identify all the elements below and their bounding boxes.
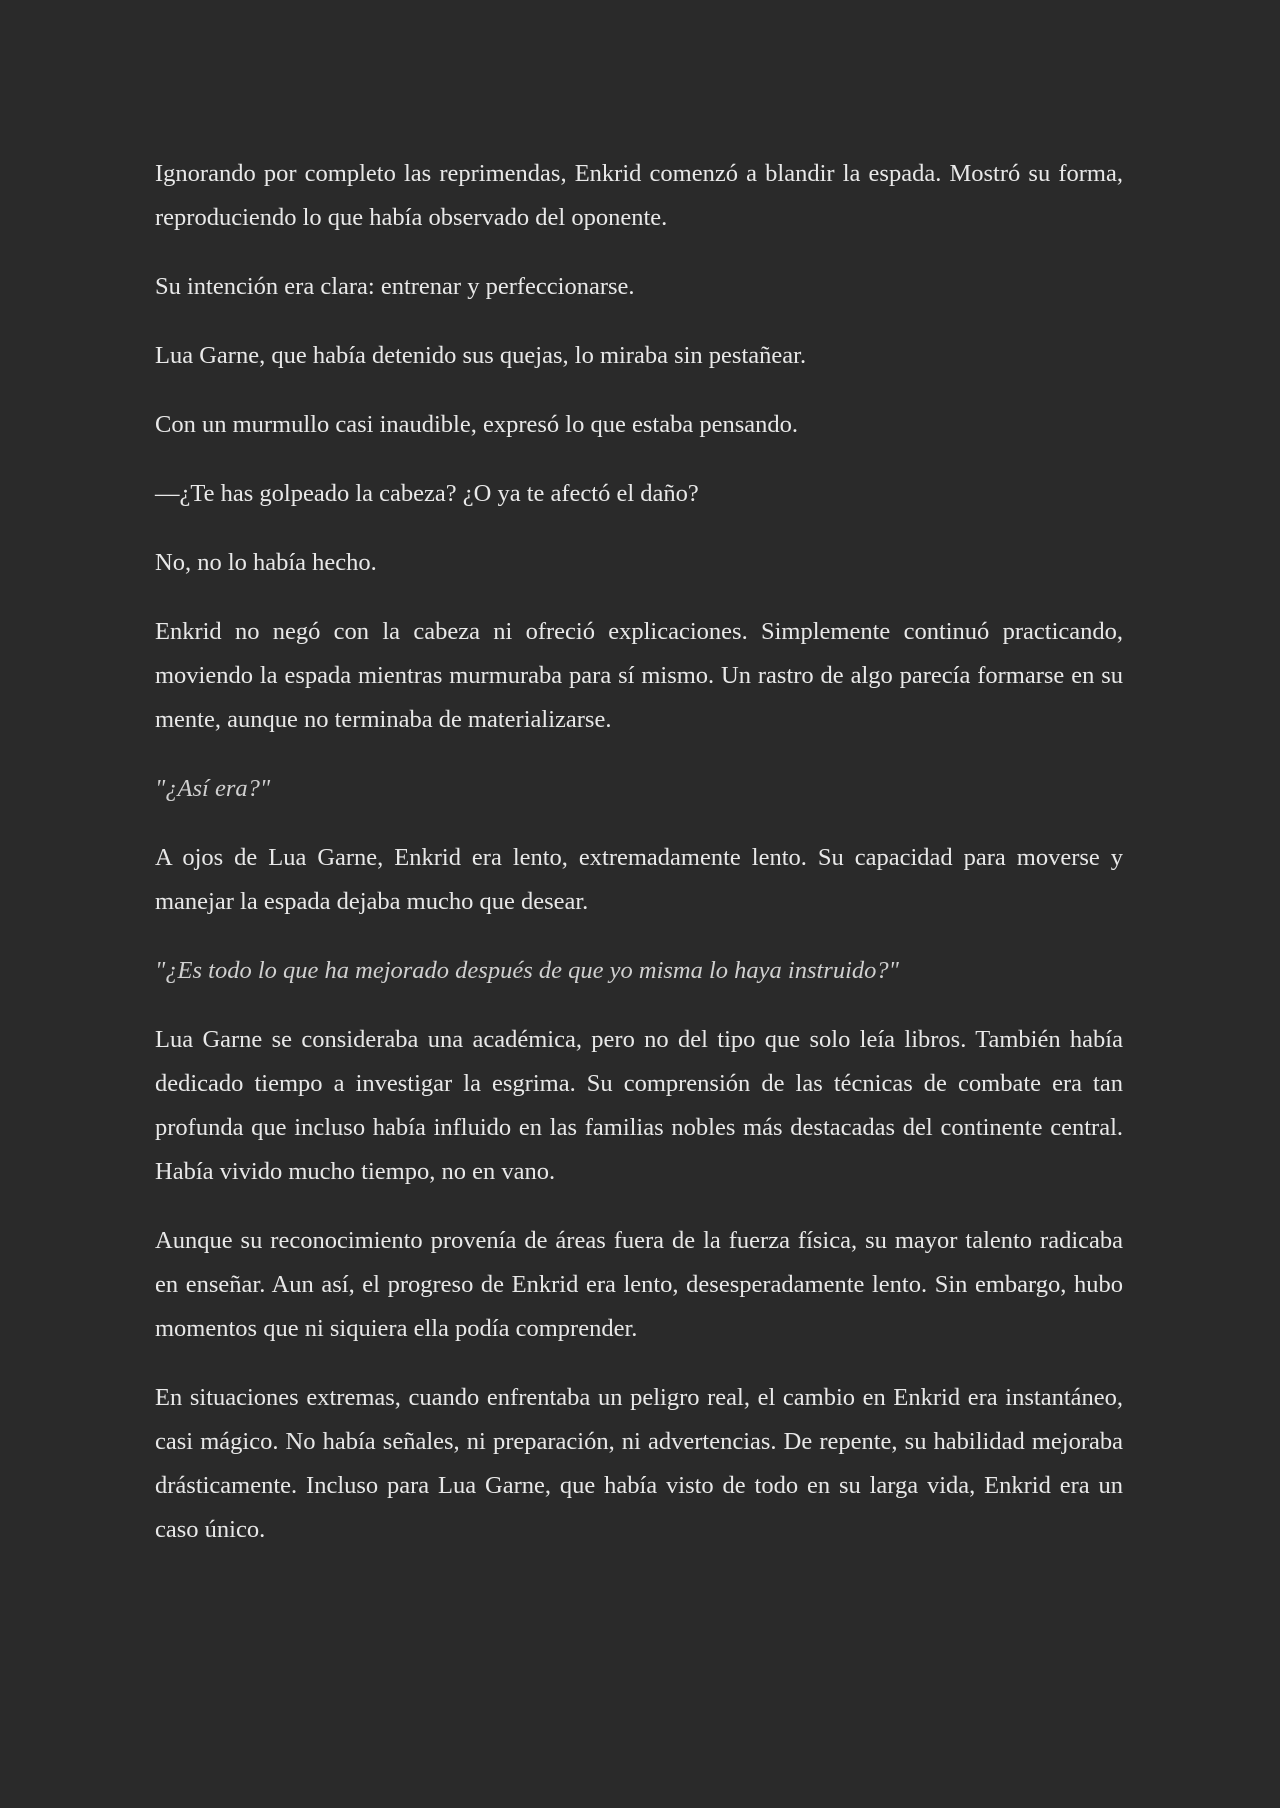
paragraph: Con un murmullo casi inaudible, expresó lo que estaba pensando.	[155, 411, 798, 438]
paragraph: En situaciones extremas, cuando enfrentaba un peligro real, el cambio en Enkrid era instantáneo, casi mágico. No había señales, ni preparación, ni advertencias. De repente, su habilidad mejoraba drásticamente. Incluso para Lua Garne, que había visto de todo en su larga vida, Enkrid era un caso único.	[155, 1384, 1123, 1543]
reader-text-body	[155, 152, 1123, 1577]
paragraph: No, no lo había hecho.	[155, 549, 377, 576]
paragraph: Lua Garne, que había detenido sus quejas, lo miraba sin pestañear.	[155, 342, 807, 369]
paragraph: Su intención era clara: entrenar y perfeccionarse.	[155, 273, 635, 300]
paragraph: Ignorando por completo las reprimendas, Enkrid comenzó a blandir la espada. Mostró su forma, reproduciendo lo que había observado del oponente.	[155, 160, 1123, 231]
paragraph: A ojos de Lua Garne, Enkrid era lento, extremadamente lento. Su capacidad para moverse y manejar la espada dejaba mucho que desear.	[155, 844, 1123, 915]
paragraph: Aunque su reconocimiento provenía de áreas fuera de la fuerza física, su mayor talento radicaba en enseñar. Aun así, el progreso de Enkrid era lento, desesperadamente lento. Sin embargo, hubo momentos que ni siquiera ella podía comprender.	[155, 1227, 1123, 1342]
inner-thought-paragraph: "¿Así era?"	[155, 775, 271, 802]
paragraph: Enkrid no negó con la cabeza ni ofreció explicaciones. Simplemente continuó practicando, moviendo la espada mientras murmuraba para sí mismo. Un rastro de algo parecía formarse en su mente, aunque no terminaba de materializarse.	[155, 618, 1123, 733]
paragraph: Lua Garne se consideraba una académica, pero no del tipo que solo leía libros. También había dedicado tiempo a investigar la esgrima. Su comprensión de las técnicas de combate era tan profunda que incluso había influido en las familias nobles más destacadas del continente central. Había vivido mucho tiempo, no en vano.	[155, 1026, 1123, 1185]
inner-thought-paragraph: "¿Es todo lo que ha mejorado después de que yo misma lo haya instruido?"	[155, 957, 899, 984]
dialogue-paragraph: —¿Te has golpeado la cabeza? ¿O ya te afectó el daño?	[155, 480, 699, 507]
